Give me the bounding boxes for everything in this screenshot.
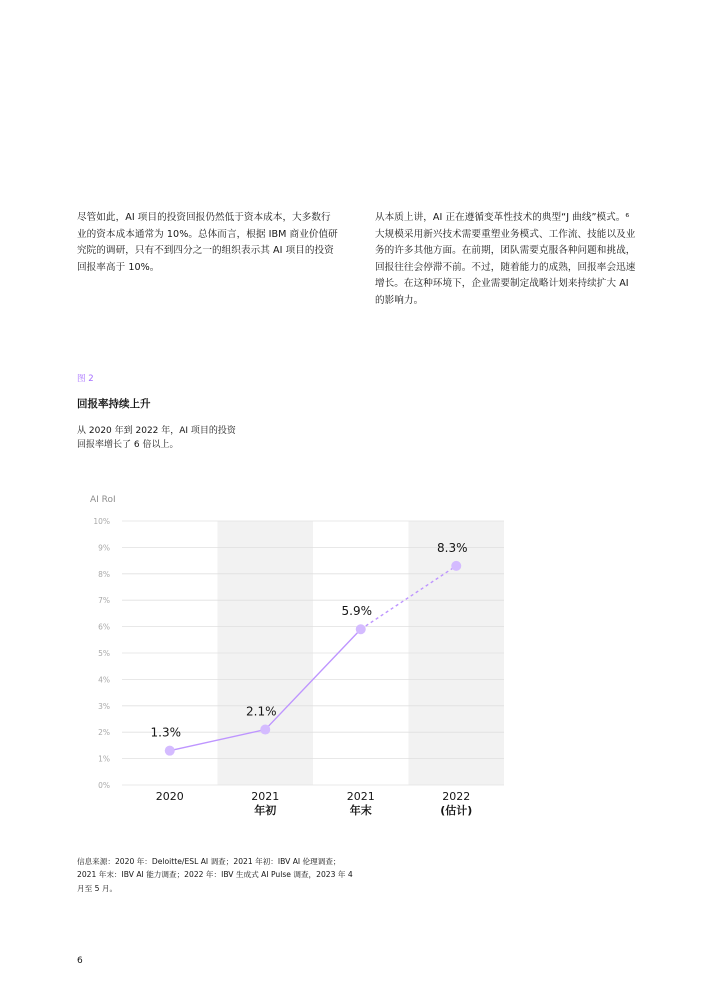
y-tick-label: 8% (98, 569, 110, 579)
y-tick-label: 3% (98, 701, 110, 711)
body-text-left: 尽管如此，AI 项目的投资回报仍然低于资本成本，大多数行业的资本成本通常为 10%。总体而言，根据 IBM 商业价值研究院的调研，只有不到四分之一的组织表示其 AI 项目的投资回报率高于 10%。 (77, 212, 338, 273)
y-tick-label: 4% (98, 675, 110, 685)
data-point (356, 624, 366, 634)
y-tick-label: 10% (93, 517, 110, 526)
y-tick-label: 0% (98, 781, 110, 790)
figure-subtitle: 从 2020 年到 2022 年，AI 项目的投资回报率增长了 6 倍以上。 (77, 426, 236, 450)
data-point (260, 725, 270, 735)
x-category-label: 2022 (442, 790, 471, 803)
data-point (451, 561, 461, 571)
y-axis-label: AI RoI (90, 495, 116, 505)
x-category-label: 2021 (346, 790, 375, 803)
y-tick-label: 1% (98, 754, 110, 764)
y-tick-label: 5% (98, 649, 110, 658)
data-label: 8.3% (437, 540, 468, 555)
data-label: 2.1% (246, 704, 277, 719)
y-tick-label: 2% (98, 728, 110, 738)
body-text-right: 从本质上讲，AI 正在遵循变革性技术的典型“J 曲线”模式。⁶ 大规模采用新兴技术需要重塑业务模式、工作流、技能以及业务的许多其他方面。在前期，团队需要克服各种问题和挑战，回报往往会停滞不前。不过，随着能力的成熟，回报率会迅速增长。在这种环境下，企业需要制定战略计划来持续扩大 AI 的影响力。 (375, 212, 636, 306)
x-category-label: 2021 (251, 790, 280, 803)
page-number: 6 (77, 956, 83, 966)
figure-label: 图 2 (77, 374, 94, 384)
data-point (165, 746, 175, 756)
x-category-label: 2020 (155, 790, 184, 803)
figure-title: 回报率持续上升 (77, 398, 151, 410)
y-tick-label: 7% (98, 596, 110, 606)
y-tick-label: 6% (98, 622, 110, 632)
y-tick-label: 9% (98, 543, 110, 553)
data-label: 1.3% (150, 725, 181, 740)
data-label: 5.9% (341, 604, 372, 619)
x-category-label: 年末 (349, 804, 372, 817)
x-category-label: (估计) (440, 804, 473, 817)
x-category-label: 年初 (254, 804, 277, 817)
source-note: 信息来源：2020 年：Deloitte/ESL AI 调查；2021 年初：IBV AI 伦理调查；2021 年末：IBV AI 能力调查；2022 年：IBV 生成式 AI Pulse 调查，2023 年 4 月至 5 月。 (77, 857, 353, 893)
